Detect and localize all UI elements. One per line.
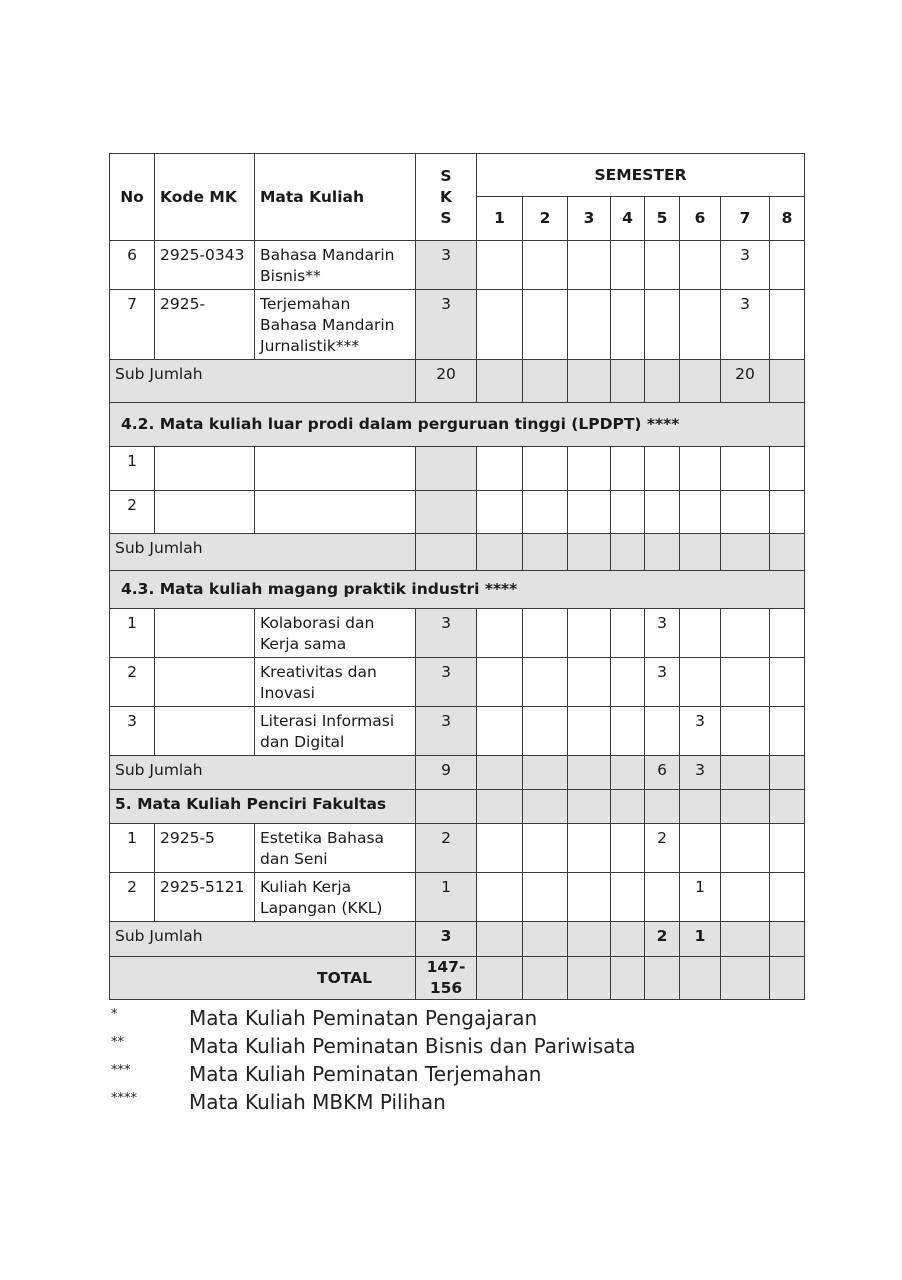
- subtotal-row: [110, 534, 805, 571]
- subtotal-label: Sub Jumlah: [110, 922, 416, 957]
- subtotal-row: [110, 756, 805, 790]
- row-no: 1: [110, 609, 155, 658]
- col-header-kode: Kode MK: [155, 154, 255, 241]
- cell-s8: [770, 241, 805, 290]
- row-no: 2: [110, 873, 155, 922]
- semester-7: 7: [721, 197, 770, 241]
- cell-s6: 1: [680, 873, 721, 922]
- footnote-item: [111, 1088, 811, 1116]
- subtotal-sks: 3: [416, 922, 477, 957]
- footnotes: [111, 1004, 811, 1116]
- cell-s6: [680, 241, 721, 290]
- table-row: [110, 873, 805, 922]
- footnote-mark: *: [111, 1007, 118, 1022]
- total-row: [110, 957, 805, 1000]
- cell-s1: [477, 241, 523, 290]
- cell-s6: [680, 658, 721, 707]
- cell-s5: 3: [645, 609, 680, 658]
- cell-s5: [645, 707, 680, 756]
- section-title: 4.3. Mata kuliah magang praktik industri ****: [110, 571, 805, 609]
- row-mata-kuliah: Kolaborasi dan Kerja sama: [255, 609, 416, 658]
- cell-s6: [680, 290, 721, 360]
- table-row: [110, 241, 805, 290]
- header-row: [110, 154, 805, 197]
- total-value: 147-156: [416, 957, 477, 1000]
- section-header-row: [110, 571, 805, 609]
- footnote-text: Mata Kuliah MBKM Pilihan: [189, 1090, 446, 1114]
- footnote-item: [111, 1060, 811, 1088]
- row-no: 2: [110, 491, 155, 534]
- footnote-mark: ****: [111, 1091, 137, 1106]
- table-row: [110, 658, 805, 707]
- subtotal-row: [110, 360, 805, 403]
- col-header-semester: SEMESTER: [477, 154, 805, 197]
- row-kode: 2925-5121: [155, 873, 255, 922]
- cell-s3: [568, 241, 611, 290]
- table-row: [110, 447, 805, 491]
- table-row: [110, 609, 805, 658]
- row-sks: 3: [416, 658, 477, 707]
- row-mata-kuliah: Terjemahan Bahasa Mandarin Jurnalistik***: [255, 290, 416, 360]
- cell-s1: [477, 290, 523, 360]
- row-mata-kuliah: Kuliah Kerja Lapangan (KKL): [255, 873, 416, 922]
- cell-s5: 3: [645, 658, 680, 707]
- subtotal-s7: 20: [721, 360, 770, 403]
- subtotal-sks: 9: [416, 756, 477, 790]
- col-header-no: No: [110, 154, 155, 241]
- footnote-text: Mata Kuliah Peminatan Terjemahan: [189, 1062, 542, 1086]
- table-row: [110, 707, 805, 756]
- row-no: 7: [110, 290, 155, 360]
- subtotal-label: Sub Jumlah: [110, 756, 416, 790]
- col-header-sks: S K S: [416, 154, 477, 241]
- cell-s5: 2: [645, 824, 680, 873]
- cell-s5: [645, 290, 680, 360]
- footnote-mark: ***: [111, 1063, 131, 1078]
- footnote-item: [111, 1032, 811, 1060]
- row-no: 3: [110, 707, 155, 756]
- row-mata-kuliah: Bahasa Mandarin Bisnis**: [255, 241, 416, 290]
- row-sks: 3: [416, 290, 477, 360]
- row-sks: 3: [416, 241, 477, 290]
- table-row: [110, 491, 805, 534]
- curriculum-table: [109, 153, 805, 1000]
- section-title: 5. Mata Kuliah Penciri Fakultas: [110, 790, 416, 824]
- table-row: [110, 824, 805, 873]
- cell-s6: [680, 609, 721, 658]
- semester-5: 5: [645, 197, 680, 241]
- col-header-mata-kuliah: Mata Kuliah: [255, 154, 416, 241]
- row-sks: 2: [416, 824, 477, 873]
- row-no: 2: [110, 658, 155, 707]
- section-header-row: [110, 403, 805, 447]
- semester-6: 6: [680, 197, 721, 241]
- subtotal-s5: 6: [645, 756, 680, 790]
- cell-s4: [611, 241, 645, 290]
- subtotal-s6: 1: [680, 922, 721, 957]
- subtotal-sks: 20: [416, 360, 477, 403]
- row-no: 6: [110, 241, 155, 290]
- cell-s4: [611, 290, 645, 360]
- footnote-item: [111, 1004, 811, 1032]
- row-sks: 3: [416, 609, 477, 658]
- semester-3: 3: [568, 197, 611, 241]
- cell-s5: [645, 241, 680, 290]
- row-kode: 2925-: [155, 290, 255, 360]
- section-header-row: [110, 790, 805, 824]
- subtotal-label: Sub Jumlah: [110, 534, 416, 571]
- row-no: 1: [110, 824, 155, 873]
- curriculum-table-container: [109, 153, 804, 1000]
- subtotal-row: [110, 922, 805, 957]
- footnote-text: Mata Kuliah Peminatan Pengajaran: [189, 1006, 538, 1030]
- row-kode: 2925-5: [155, 824, 255, 873]
- cell-s2: [523, 241, 568, 290]
- cell-s8: [770, 290, 805, 360]
- semester-4: 4: [611, 197, 645, 241]
- footnote-text: Mata Kuliah Peminatan Bisnis dan Pariwisata: [189, 1034, 636, 1058]
- row-kode: 2925-0343: [155, 241, 255, 290]
- row-sks: 1: [416, 873, 477, 922]
- total-label: TOTAL: [110, 957, 416, 1000]
- row-sks: 3: [416, 707, 477, 756]
- section-title: 4.2. Mata kuliah luar prodi dalam perguruan tinggi (LPDPT) ****: [110, 403, 805, 447]
- row-mata-kuliah: Estetika Bahasa dan Seni: [255, 824, 416, 873]
- subtotal-label: Sub Jumlah: [110, 360, 416, 403]
- cell-s3: [568, 290, 611, 360]
- semester-8: 8: [770, 197, 805, 241]
- table-row: [110, 290, 805, 360]
- cell-s5: [645, 873, 680, 922]
- row-mata-kuliah: Literasi Informasi dan Digital: [255, 707, 416, 756]
- cell-s6: 3: [680, 707, 721, 756]
- row-mata-kuliah: Kreativitas dan Inovasi: [255, 658, 416, 707]
- cell-s7: 3: [721, 290, 770, 360]
- footnote-mark: **: [111, 1035, 124, 1050]
- cell-s2: [523, 290, 568, 360]
- cell-s6: [680, 824, 721, 873]
- subtotal-s6: 3: [680, 756, 721, 790]
- row-no: 1: [110, 447, 155, 491]
- semester-1: 1: [477, 197, 523, 241]
- subtotal-s5: 2: [645, 922, 680, 957]
- cell-s7: 3: [721, 241, 770, 290]
- semester-2: 2: [523, 197, 568, 241]
